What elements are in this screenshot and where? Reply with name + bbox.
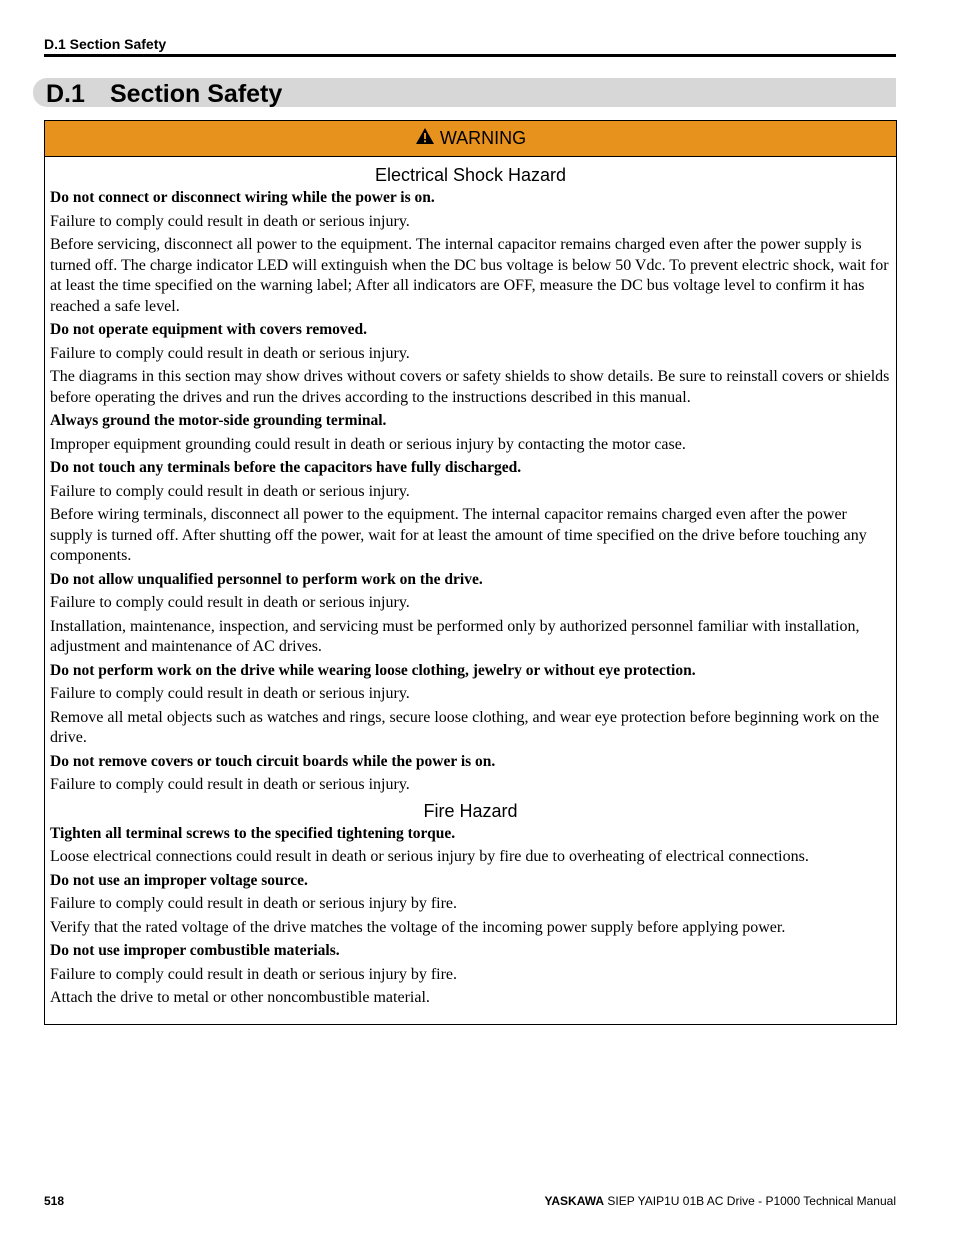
hazard-instruction: Do not remove covers or touch circuit boards while the power is on.	[50, 752, 496, 770]
section-title-text: Section Safety	[110, 80, 283, 108]
header-rule	[44, 54, 896, 57]
hazard-consequence: The diagrams in this section may show drives without covers or safety shields to show details. Be sure to reinstall covers or shields before operating the drives and run the drives according to the instructions described in this manual.	[50, 368, 890, 406]
hazard-instruction: Do not connect or disconnect wiring while the power is on.	[50, 189, 435, 206]
hazard-instruction: Always ground the motor-side grounding terminal.	[50, 412, 387, 429]
hazard-consequence: Remove all metal objects such as watches and rings, secure loose clothing, and wear eye protection before beginning work on the drive.	[50, 708, 880, 746]
warning-header	[45, 121, 896, 157]
warning-label: WARNING	[439, 128, 527, 148]
hazard-instruction: Do not use improper combustible materials.	[50, 942, 340, 959]
hazard-consequence: Failure to comply could result in death or serious injury.	[50, 482, 410, 500]
hazard-consequence: Loose electrical connections could result in death or serious injury by fire due to overheating of electrical connections.	[50, 848, 809, 865]
warning-box	[44, 120, 897, 1025]
hazard-consequence: Failure to comply could result in death or serious injury by fire.	[50, 895, 458, 912]
footer-brand: YASKAWA	[544, 1194, 605, 1208]
hazard-consequence: Improper equipment grounding could result in death or serious injury by contacting the motor case.	[50, 435, 686, 453]
page-number: 518	[44, 1194, 65, 1208]
hazard-title: Electrical Shock Hazard	[374, 165, 567, 185]
hazard-consequence: Failure to comply could result in death or serious injury.	[50, 344, 410, 362]
hazard-consequence: Failure to comply could result in death or serious injury by fire.	[50, 965, 458, 983]
footer-manual-title	[544, 1194, 896, 1208]
hazard-consequence: Attach the drive to metal or other noncombustible material.	[50, 989, 430, 1006]
hazard-consequence: Failure to comply could result in death or serious injury.	[50, 594, 410, 611]
hazard-consequence: Failure to comply could result in death or serious injury.	[50, 685, 410, 702]
hazard-title: Fire Hazard	[423, 800, 518, 821]
hazard-instruction: Tighten all terminal screws to the specified tightening torque.	[50, 824, 456, 842]
running-head: D.1 Section Safety	[44, 36, 167, 52]
hazard-consequence: Before servicing, disconnect all power to the equipment. The internal capacitor remains charged even after the power supply is turned off. The charge indicator LED will extinguish when the DC bus voltage is below 50 Vdc. To prevent electric shock, wait for at least the time specified on the warning label; After all indicators are OFF, measure the DC bus voltage level to confirm it has reached a safe level.	[50, 236, 889, 315]
hazard-instruction: Do not use an improper voltage source.	[50, 871, 308, 889]
hazard-consequence: Verify that the rated voltage of the drive matches the voltage of the incoming power supply before applying power.	[50, 918, 786, 936]
hazard-instruction: Do not allow unqualified personnel to perform work on the drive.	[50, 570, 483, 588]
section-number: D.1	[46, 80, 85, 108]
hazard-consequence: Failure to comply could result in death or serious injury.	[50, 776, 410, 793]
section-title	[46, 79, 282, 109]
hazard-consequence: Installation, maintenance, inspection, and servicing must be performed only by authorized personnel familiar with installation, adjustment and maintenance of AC drives.	[50, 617, 860, 655]
warning-triangle-icon	[415, 127, 440, 150]
hazard-consequence: Before wiring terminals, disconnect all power to the equipment. The internal capacitor remains charged even after the power supply is turned off. After shutting off the power, wait for at least the amount of time specified on the drive before touching any components.	[50, 506, 867, 564]
footer-manual-name: SIEP YAIP1U 01B AC Drive - P1000 Technical Manual	[607, 1194, 896, 1208]
warning-body	[45, 157, 896, 1009]
hazard-instruction: Do not touch any terminals before the capacitors have fully discharged.	[50, 459, 522, 476]
hazard-consequence: Failure to comply could result in death or serious injury.	[50, 212, 410, 230]
hazard-instruction: Do not perform work on the drive while wearing loose clothing, jewelry or without eye protection.	[50, 661, 696, 679]
hazard-instruction: Do not operate equipment with covers removed.	[50, 321, 367, 338]
